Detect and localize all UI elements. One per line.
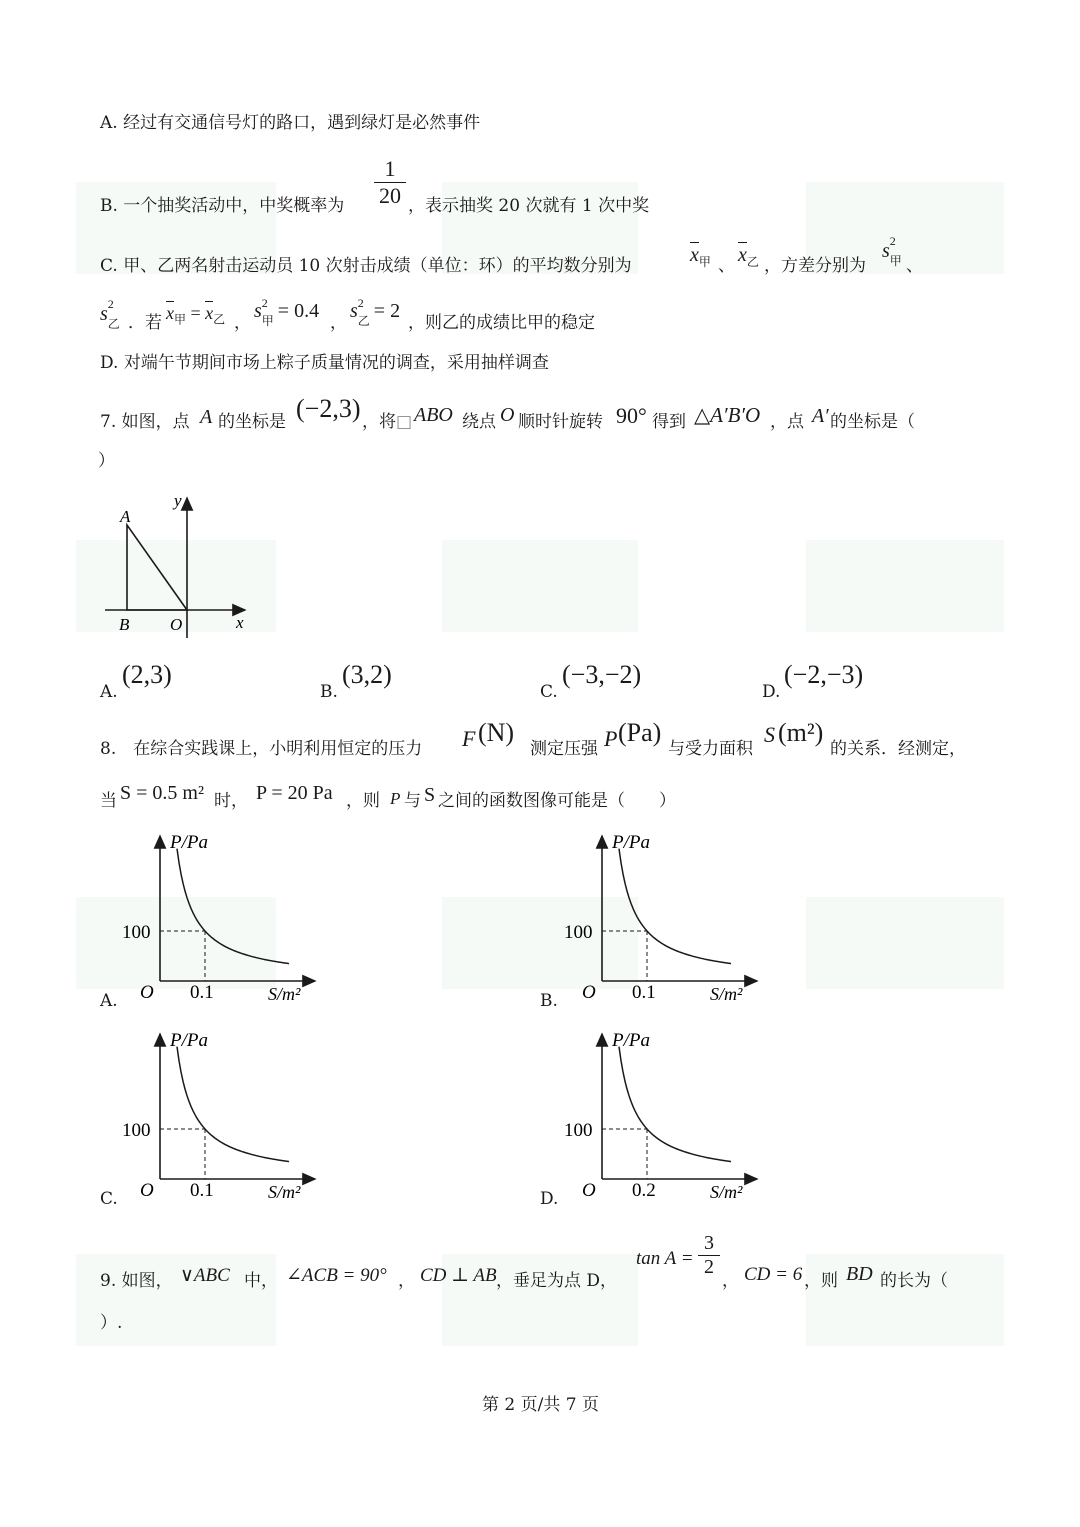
x-axis-label: S/m²	[710, 1182, 743, 1202]
watermark	[442, 540, 638, 632]
s-symbol: s	[254, 300, 262, 322]
variance-yi-number: = 2	[373, 300, 401, 322]
variance-jia-value	[254, 296, 320, 328]
q7-option-c-value: (−3,−2)	[562, 660, 642, 689]
triangle-abo-shape	[127, 525, 187, 610]
var-s: S	[424, 784, 436, 806]
square: 2	[261, 296, 268, 310]
perpendicular: CD ⊥ AB	[420, 1265, 497, 1286]
square: 2	[889, 234, 896, 248]
y-axis-label: P/Pa	[170, 1030, 208, 1051]
y-axis-label: P/Pa	[170, 832, 208, 853]
q9-text: ，则	[804, 1271, 838, 1291]
y-tick-label: 100	[564, 922, 593, 943]
label-o: O	[170, 615, 183, 634]
q7-option-a-label: A.	[100, 682, 118, 702]
q7-text: 得到	[652, 412, 686, 432]
watermark	[806, 1254, 1004, 1346]
origin-label: O	[140, 982, 154, 1003]
q7-text: 绕点	[462, 412, 496, 432]
angle-acb: ∠ACB = 90°	[286, 1265, 387, 1286]
q8-graph-c-label: C.	[100, 1189, 118, 1209]
x-axis-label: S/m²	[268, 1182, 301, 1202]
curve	[619, 1047, 731, 1162]
mean-yi	[738, 244, 759, 270]
triangle-abo: ABO	[414, 404, 453, 426]
bd: BD	[846, 1263, 873, 1285]
comma: ，	[330, 313, 347, 333]
means-equal	[166, 303, 225, 328]
condition-p: P = 20 Pa	[256, 782, 333, 804]
x-axis-label: S/m²	[268, 984, 301, 1004]
s-symbol: s	[350, 300, 358, 322]
box-symbol: □	[396, 412, 413, 432]
q7-text: 7. 如图，点	[100, 412, 190, 432]
q7-text: ，点	[770, 412, 804, 432]
x-tick-label: 0.1	[632, 982, 656, 1003]
q7-option-c-label: C.	[540, 682, 558, 702]
q6-option-c-text: C. 甲、乙两名射击运动员 10 次射击成绩（单位：环）的平均数分别为	[100, 256, 632, 276]
equals: =	[190, 303, 201, 323]
q9-text: 的长为（	[880, 1271, 948, 1291]
pressure-unit: (Pa)	[618, 718, 662, 747]
subscript-jia: 甲	[174, 312, 187, 327]
curve	[177, 849, 289, 964]
triangle-a-prime: △A′B′O	[694, 403, 761, 427]
q8-graph-d-label: D.	[540, 1189, 559, 1209]
x-bar: x	[690, 244, 699, 266]
q8-text: 测定压强	[530, 739, 598, 759]
label-x: x	[236, 613, 244, 632]
subscript-jia: 甲	[261, 314, 274, 328]
q7-option-d-value: (−2,−3)	[784, 660, 864, 689]
q6-fraction	[374, 156, 406, 209]
angle-90: 90°	[616, 403, 647, 428]
q8-graph-a	[110, 826, 330, 1006]
q6-option-b-text: B. 一个抽奖活动中，中奖概率为	[100, 196, 345, 216]
label-y: y	[174, 491, 182, 510]
condition-s: S = 0.5 m²	[120, 782, 204, 804]
origin-label: O	[140, 1180, 154, 1201]
q8-graph-c	[110, 1024, 330, 1204]
fraction-denominator: 2	[704, 1256, 714, 1278]
x-tick-label: 0.1	[190, 1180, 214, 1201]
q8-text: 8. 在综合实践课上，小明利用恒定的压力	[100, 739, 423, 759]
q9-close: ）.	[100, 1313, 123, 1333]
subscript-jia: 甲	[698, 255, 711, 269]
q6-option-c-mid: ，方差分别为	[764, 256, 866, 276]
label-a: A	[120, 507, 131, 526]
separator: 、	[718, 256, 735, 276]
y-tick-label: 100	[122, 922, 151, 943]
q7-option-b-label: B.	[320, 682, 338, 702]
comma: ，	[234, 313, 251, 333]
q8-text: 的关系．经测定，	[830, 739, 966, 759]
x-axis-label: S/m²	[710, 984, 743, 1004]
y-tick-label: 100	[564, 1120, 593, 1141]
subscript-yi: 乙	[357, 314, 370, 328]
q9-text: 中，	[244, 1271, 278, 1291]
y-axis-label: P/Pa	[612, 1030, 650, 1051]
subscript-yi: 乙	[107, 317, 120, 331]
q8-graph-d	[552, 1024, 772, 1204]
q8-text: ，则	[346, 791, 380, 811]
q8-graph-b-label: B.	[540, 991, 558, 1011]
q8-text: 时，	[214, 791, 248, 811]
q9-text: 9. 如图，	[100, 1271, 173, 1291]
q7-text: ，将	[362, 412, 396, 432]
s-symbol: s	[100, 303, 108, 325]
x-bar: x	[166, 303, 174, 323]
cd-length: CD = 6	[744, 1264, 803, 1285]
x-tick-label: 0.1	[190, 982, 214, 1003]
q6-option-b-end: ，表示抽奖 20 次就有 1 次中奖	[408, 196, 650, 216]
triangle-abc: ∨ABC	[180, 1265, 230, 1286]
tan-a: tan A =	[636, 1248, 694, 1269]
watermark	[806, 540, 1004, 632]
point-o: O	[500, 404, 515, 426]
separator: 、	[906, 256, 923, 276]
coordinate: (−2,3)	[296, 394, 361, 423]
area-s: S	[764, 722, 775, 747]
force-unit: (N)	[478, 718, 515, 747]
y-axis-label: P/Pa	[612, 832, 650, 853]
x-tick-label: 0.2	[632, 1180, 656, 1201]
subscript-jia: 甲	[889, 254, 902, 268]
origin-label: O	[582, 1180, 596, 1201]
q9-text: ，	[722, 1271, 739, 1291]
q6-option-c-end: ，则乙的成绩比甲的稳定	[408, 313, 595, 333]
q7-text: 的坐标是（	[830, 412, 915, 432]
pressure-p: P	[604, 726, 618, 751]
q7-close: ）	[98, 451, 115, 471]
s-symbol: s	[882, 240, 890, 262]
area-unit: (m²)	[778, 718, 824, 747]
q6-option-a: A. 经过有交通信号灯的路口，遇到绿灯是必然事件	[100, 113, 481, 133]
variance-jia-number: = 0.4	[277, 300, 320, 322]
subscript-yi: 乙	[213, 312, 226, 327]
square: 2	[357, 296, 364, 310]
q7-option-a-value: (2,3)	[122, 660, 172, 689]
watermark	[806, 897, 1004, 989]
q6-option-d: D. 对端午节期间市场上粽子质量情况的调查，采用抽样调查	[100, 353, 549, 373]
q7-option-d-label: D.	[762, 682, 781, 702]
variance-yi-value	[350, 296, 401, 328]
q8-text: 与受力面积	[668, 739, 753, 759]
subscript-yi: 乙	[746, 255, 759, 269]
var-p: P	[390, 789, 401, 808]
variance-jia	[882, 234, 902, 268]
q8-graph-a-label: A.	[100, 991, 118, 1011]
square: 2	[107, 297, 114, 311]
q7-text: 的坐标是	[218, 412, 286, 432]
q7-text: 顺时针旋转	[518, 412, 603, 432]
curve	[619, 849, 731, 964]
q7-figure	[100, 490, 270, 640]
force-f: F	[462, 726, 476, 751]
q9-text: ，	[398, 1271, 415, 1291]
origin-label: O	[582, 982, 596, 1003]
q8-text: 与	[404, 791, 421, 811]
fraction-numerator: 3	[704, 1232, 714, 1254]
y-tick-label: 100	[122, 1120, 151, 1141]
page-footer: 第 2 页/共 7 页	[482, 1395, 599, 1415]
fraction-denominator: 20	[379, 183, 401, 208]
label-b: B	[119, 615, 130, 634]
x-bar: x	[738, 244, 747, 266]
mean-jia	[690, 244, 711, 270]
fraction-numerator: 1	[384, 156, 396, 181]
variance-yi	[100, 297, 120, 331]
q7-option-b-value: (3,2)	[342, 660, 392, 689]
point-a: A	[200, 406, 213, 428]
q9-text: ，垂足为点 D，	[496, 1271, 618, 1291]
point-a-prime: A′	[812, 405, 829, 427]
x-bar: x	[205, 303, 214, 323]
q9-fraction	[698, 1232, 720, 1279]
text: ．若	[128, 313, 162, 333]
q8-text: 当	[100, 791, 117, 811]
q8-graph-b	[552, 826, 772, 1006]
q8-text: 之间的函数图像可能是（ ）	[438, 791, 676, 811]
curve	[177, 1047, 289, 1162]
